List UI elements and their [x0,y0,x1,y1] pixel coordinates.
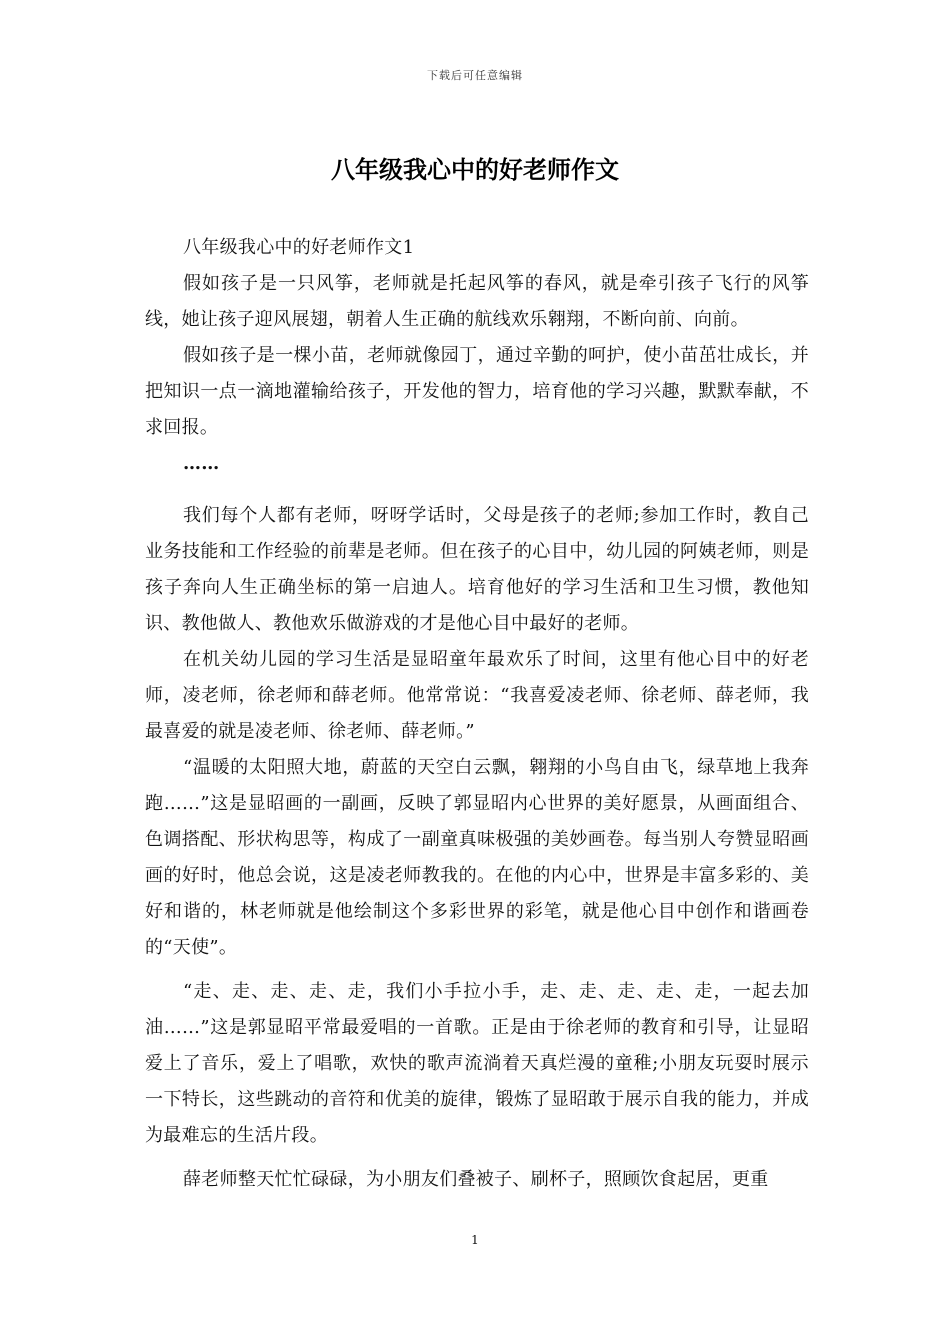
paragraph: 假如孩子是一只风筝，老师就是托起风筝的春风，就是牵引孩子飞行的风筝线，她让孩子迎风展翅，朝着人生正确的航线欢乐翱翔，不断向前、向前。 [145,273,809,330]
document-title: 八年级我心中的好老师作文 [331,155,619,184]
ellipsis-separator: …… [183,453,220,474]
header-note: 下载后可任意编辑 [427,69,523,82]
paragraph: 假如孩子是一棵小苗，老师就像园丁，通过辛勤的呵护，使小苗茁壮成长，并把知识一点一滴地灌输给孩子，开发他的智力，培育他的学习兴趣，默默奉献，不求回报。 [145,345,809,438]
paragraph: “温暖的太阳照大地，蔚蓝的天空白云飘，翱翔的小鸟自由飞，绿草地上我奔跑……”这是显昭画的一副画，反映了郭显昭内心世界的美好愿景，从画面组合、色调搭配、形状构思等，构成了一副童真味极强的美妙画卷。每当别人夸赞显昭画画的好时，他总会说，这是凌老师教我的。在他的内心中，世界是丰富多彩的、美好和谐的，林老师就是他绘制这个多彩世界的彩笔，就是他心目中创作和谐画卷的“天使”。 [145,757,809,958]
document-body [145,230,809,1198]
section-subtitle: 八年级我心中的好老师作文1 [183,237,415,258]
paragraph: 薛老师整天忙忙碌碌，为小朋友们叠被子、刷杯子，照顾饮食起居，更重 [183,1169,769,1190]
paragraph: 我们每个人都有老师，呀呀学话时，父母是孩子的老师;参加工作时，教自己业务技能和工作经验的前辈是老师。但在孩子的心目中，幼儿园的阿姨老师，则是孩子奔向人生正确坐标的第一启迪人。培育他好的学习生活和卫生习惯，教他知识、教他做人、教他欢乐做游戏的才是他心目中最好的老师。 [145,505,809,634]
paragraph: “走、走、走、走、走，我们小手拉小手，走、走、走、走、走，一起去加油……”这是郭显昭平常最爱唱的一首歌。正是由于徐老师的教育和引导，让显昭爱上了音乐，爱上了唱歌，欢快的歌声流淌着天真烂漫的童稚;小朋友玩耍时展示一下特长，这些跳动的音符和优美的旋律，锻炼了显昭敢于展示自我的能力，并成为最难忘的生活片段。 [145,981,809,1146]
page-number: 1 [471,1233,479,1247]
paragraph: 在机关幼儿园的学习生活是显昭童年最欢乐了时间，这里有他心目中的好老师，凌老师，徐老师和薛老师。他常常说：“我喜爱凌老师、徐老师、薛老师，我最喜爱的就是凌老师、徐老师、薛老师。” [145,649,809,742]
